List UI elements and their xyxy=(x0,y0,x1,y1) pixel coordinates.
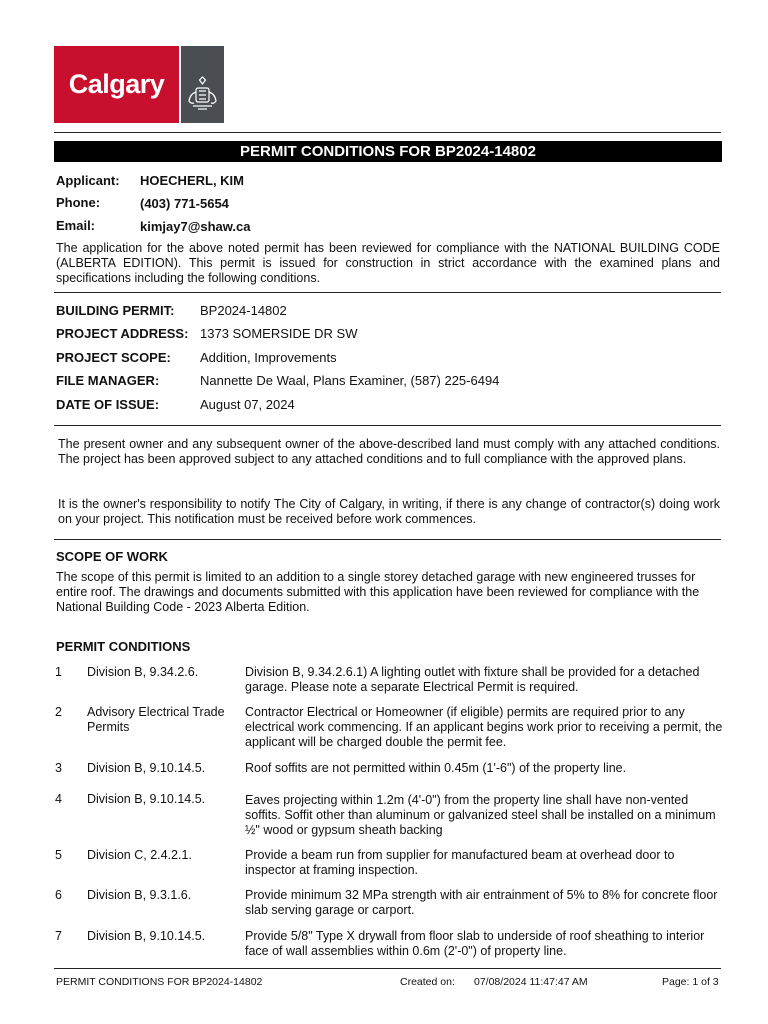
condition-text: Provide minimum 32 MPa strength with air entrainment of 5% to 8% for concrete floor slab serving garage or carport. xyxy=(245,888,718,917)
footer-title: PERMIT CONDITIONS FOR BP2024-14802 xyxy=(56,976,263,988)
condition-number: 4 xyxy=(55,792,62,806)
condition-number: 5 xyxy=(55,848,62,862)
owner-notice-paragraph: The present owner and any subsequent owner of the above-described land must comply with any attached conditions. The project has been approved subject to any attached conditions and to full compliance with the approved plans. xyxy=(58,437,720,466)
divider xyxy=(54,539,721,540)
condition-text: Provide 5/8" Type X drywall from floor slab to underside of roof sheathing to interior face of wall assemblies within 0.6m (2'-0") of property line. xyxy=(245,929,705,958)
condition-text: Contractor Electrical or Homeowner (if eligible) permits are required prior to any electrical work commencing. If an applicant begins work prior to receiving a permit, the applicant will be charged double the permit fee. xyxy=(245,705,723,749)
condition-text: Roof soffits are not permitted within 0.45m (1'-6") of the property line. xyxy=(245,761,627,775)
condition-reference: Division B, 9.10.14.5. xyxy=(87,761,206,775)
condition-reference: Advisory Electrical Trade Permits xyxy=(87,705,225,734)
project-scope-label: PROJECT SCOPE: xyxy=(56,350,171,365)
city-logo xyxy=(54,46,224,123)
project-address-value: 1373 SOMERSIDE DR SW xyxy=(200,326,358,341)
condition-number: 3 xyxy=(55,761,62,775)
crest-icon xyxy=(181,46,224,123)
contractor-notice-paragraph: It is the owner's responsibility to notify The City of Calgary, in writing, if there is any change of contractor(s) doing work on your project. This notification must be received before work commences. xyxy=(58,497,720,526)
condition-text: Eaves projecting within 1.2m (4'-0") from the property line shall have non-vented soffits. Soffit other than aluminum or galvanized steel shall be installed on a minimum ½" wood or gypsum sheath backing xyxy=(245,793,716,837)
created-label: Created on: xyxy=(400,976,455,988)
condition-text: Provide a beam run from supplier for manufactured beam at overhead door to inspector at framing inspection. xyxy=(245,848,675,877)
condition-reference: Division B, 9.10.14.5. xyxy=(87,792,206,806)
condition-text: Division B, 9.34.2.6.1) A lighting outlet with fixture shall be provided for a detached garage. Please note a separate Electrical Permit is required. xyxy=(245,665,700,694)
file-manager-label: FILE MANAGER: xyxy=(56,373,160,388)
logo-wordmark: Calgary xyxy=(54,46,179,123)
page-number: Page: 1 of 3 xyxy=(662,976,719,988)
conditions-heading: PERMIT CONDITIONS xyxy=(56,639,191,654)
applicant-value: HOECHERL, KIM xyxy=(140,173,244,188)
condition-number: 2 xyxy=(55,705,62,719)
file-manager-value: Nannette De Waal, Plans Examiner, (587) 225-6494 xyxy=(200,373,500,388)
project-address-label: PROJECT ADDRESS: xyxy=(56,326,189,341)
phone-label: Phone: xyxy=(56,195,101,210)
divider xyxy=(54,132,721,133)
condition-number: 7 xyxy=(55,929,62,943)
building-permit-value: BP2024-14802 xyxy=(200,303,287,318)
page-title: PERMIT CONDITIONS FOR BP2024-14802 xyxy=(54,141,722,162)
phone-value: (403) 771-5654 xyxy=(140,196,229,211)
intro-paragraph: The application for the above noted permit has been reviewed for compliance with the NATIONAL BUILDING CODE (ALBERTA EDITION). This permit is issued for construction in strict accordance with the examined plans and specifications including the following conditions. xyxy=(56,241,720,285)
condition-number: 6 xyxy=(55,888,62,902)
condition-reference: Division B, 9.34.2.6. xyxy=(87,665,199,679)
email-label: Email: xyxy=(56,218,96,233)
condition-number: 1 xyxy=(55,665,62,679)
project-scope-value: Addition, Improvements xyxy=(200,350,337,365)
applicant-label: Applicant: xyxy=(56,173,120,188)
email-value: kimjay7@shaw.ca xyxy=(140,219,251,234)
condition-reference: Division B, 9.10.14.5. xyxy=(87,929,206,943)
scope-heading: SCOPE OF WORK xyxy=(56,549,168,564)
divider xyxy=(54,425,721,426)
building-permit-label: BUILDING PERMIT: xyxy=(56,303,175,318)
created-timestamp: 07/08/2024 11:47:47 AM xyxy=(474,976,588,988)
date-of-issue-value: August 07, 2024 xyxy=(200,397,295,412)
date-of-issue-label: DATE OF ISSUE: xyxy=(56,397,160,412)
condition-reference: Division C, 2.4.2.1. xyxy=(87,848,192,862)
footer-divider xyxy=(54,968,721,969)
divider xyxy=(54,292,721,293)
scope-text: The scope of this permit is limited to an addition to a single storey detached garage with new engineered trusses for entire roof. The drawings and documents submitted with this application have been reviewed for compliance with the National Building Code - 2023 Alberta Edition. xyxy=(56,570,700,614)
condition-reference: Division B, 9.3.1.6. xyxy=(87,888,192,902)
